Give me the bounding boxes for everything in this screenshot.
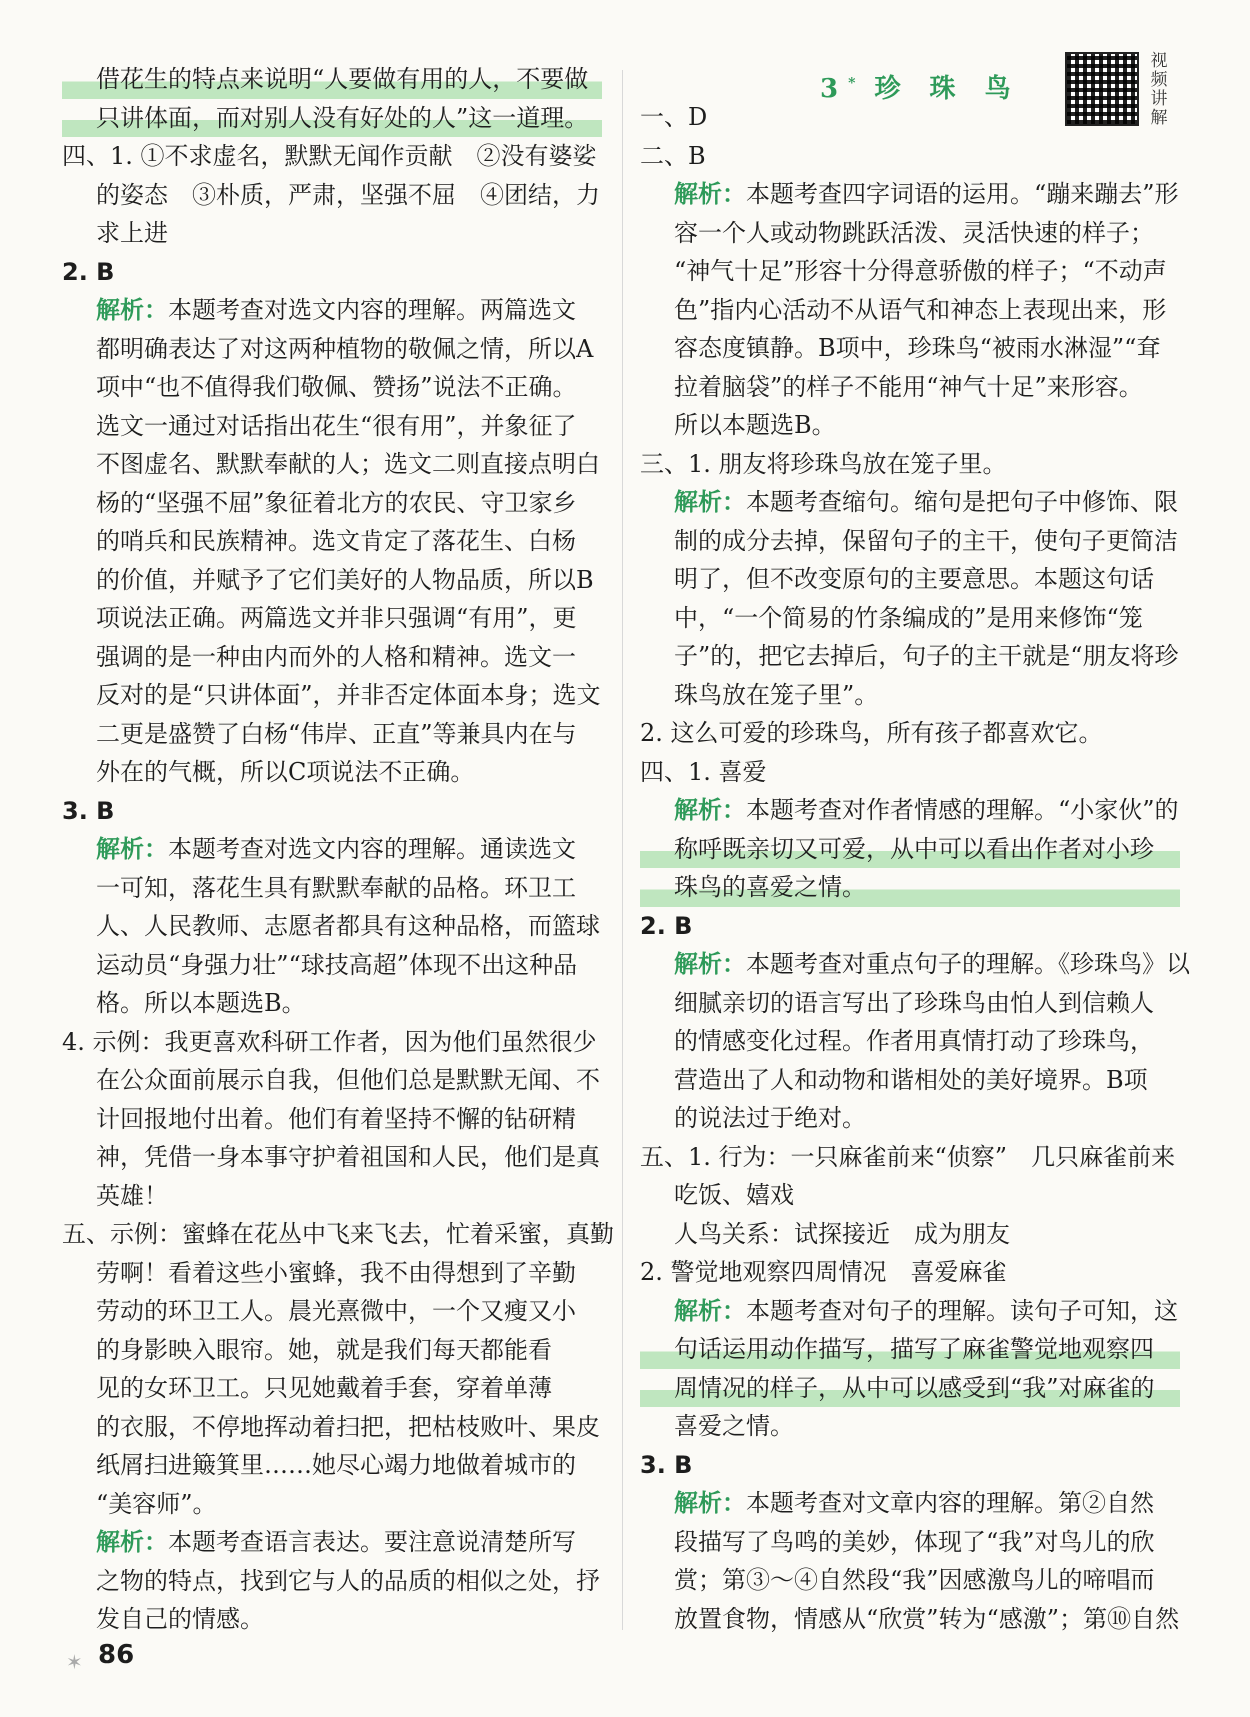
text-line: 人鸟关系：试探接近 成为朋友 (674, 1219, 1010, 1248)
text-line (62, 830, 602, 869)
qr-label: 视频讲解 (1150, 51, 1168, 128)
analysis-text: 本题考查对选文内容的理解。通读选文 (168, 835, 576, 863)
text-line: 珠鸟放在笼子里”。 (674, 680, 879, 709)
analysis-label: 解析： (674, 796, 746, 824)
text-line: 明了，但不改变原句的主要意思。本题这句话 (674, 565, 1154, 593)
text-line: 一、D (640, 103, 708, 131)
analysis-label: 解析： (96, 835, 168, 863)
analysis-label: 解析： (674, 180, 746, 208)
text-line: 二更是盛赞了白杨“伟岸、正直”等兼具内在与 (96, 719, 577, 748)
text-line: 都明确表达了对这两种植物的敬佩之情，所以A (96, 334, 594, 363)
text-line: 发自己的情感。 (96, 1605, 264, 1633)
text-line: “美容师”。 (96, 1489, 217, 1518)
text-line: 赏；第③～④自然段“我”因感激鸟儿的啼唱而 (674, 1566, 1155, 1594)
section-number: 3 (820, 74, 849, 104)
text-line: 的哨兵和民族精神。选文肯定了落花生、白杨 (96, 527, 576, 555)
text-line: 四、1. ①不求虚名，默默无闻作贡献 ②没有婆娑 (62, 142, 597, 170)
analysis-text: 本题考查对句子的理解。读句子可知，这 (746, 1296, 1178, 1325)
analysis-label: 解析： (674, 488, 746, 516)
text-line: 杨的“坚强不屈”象征着北方的农民、守卫家乡 (96, 488, 577, 517)
text-line: 见的女环卫工。只见她戴着手套，穿着单薄 (96, 1374, 552, 1402)
text-line: 五、1. 行为：一只麻雀前来“侦察” 几只麻雀前来 (640, 1142, 1176, 1171)
text-line: 神，凭借一身本事守护着祖国和人民，他们是真 (96, 1143, 600, 1171)
text-line (640, 175, 1180, 214)
text-line: 的姿态 ③朴质，严肃，坚强不屈 ④团结，力 (96, 180, 600, 209)
analysis-text: 本题考查缩句。缩句是把句子中修饰、限 (746, 488, 1178, 516)
analysis-text: 本题考查对文章内容的理解。第②自然 (746, 1489, 1154, 1517)
analysis-label: 解析： (96, 296, 168, 324)
text-line: 珠鸟的喜爱之情。 (640, 868, 1180, 907)
analysis-label: 解析： (96, 1528, 168, 1556)
star-icon: ✶ (66, 1650, 83, 1674)
text-line: 劳啊！看着这些小蜜蜂，我不由得想到了辛勤 (96, 1258, 576, 1287)
left-column (62, 60, 614, 1639)
text-line: 运动员“身强力壮”“球技高超”体现不出这种品 (96, 950, 578, 979)
text-line: 4. 示例：我更喜欢科研工作者，因为他们虽然很少 (62, 1027, 597, 1056)
right-column (640, 98, 1190, 1638)
text-line: 项中“也不值得我们敬佩、赞扬”说法不正确。 (96, 373, 577, 401)
text-line: 不图虚名、默默奉献的人；选文二则直接点明白 (96, 450, 600, 478)
text-line: 五、示例：蜜蜂在花丛中飞来飞去，忙着采蜜，真勤 (62, 1220, 614, 1248)
text-line: 3. B (62, 796, 115, 825)
text-line: 容态度镇静。B项中，珍珠鸟“被雨水淋湿”“耷 (674, 334, 1161, 362)
analysis-text: 本题考查对重点句子的理解。《珍珠鸟》以 (746, 950, 1190, 978)
analysis-text: 本题考查对选文内容的理解。两篇选文 (168, 296, 576, 324)
text-line: 选文一通过对话指出花生“很有用”，并象征了 (96, 411, 577, 440)
text-line: 色”指内心活动不从语气和神态上表现出来，形 (674, 295, 1167, 324)
text-line: 借花生的特点来说明“人要做有用的人，不要做 (62, 60, 602, 99)
text-line: 的价值，并赋予了它们美好的人物品质，所以B (96, 565, 594, 594)
text-line: 放置食物，情感从“欣赏”转为“感激”；第⑩自然 (674, 1604, 1180, 1633)
text-line: 吃饭、嬉戏 (674, 1181, 794, 1209)
section-title-text: 珍 珠 鸟 (874, 74, 1021, 104)
text-line: 的情感变化过程。作者用真情打动了珍珠鸟， (674, 1027, 1154, 1055)
text-line (62, 291, 602, 330)
text-line: 的说法过于绝对。 (674, 1104, 866, 1132)
text-line: 3. B (640, 1450, 693, 1479)
analysis-text: 本题考查对作者情感的理解。“小家伙”的 (746, 796, 1179, 824)
text-line: 格。所以本题选B。 (96, 989, 306, 1017)
text-line: 人、人民教师、志愿者都具有这种品格，而篮球 (96, 912, 600, 940)
text-line: 句话运用动作描写，描写了麻雀警觉地观察四 (640, 1330, 1180, 1369)
text-line: 强调的是一种由内而外的人格和精神。选文一 (96, 642, 576, 671)
text-line: 在公众面前展示自我，但他们总是默默无闻、不 (96, 1066, 600, 1094)
text-line: 拉着脑袋”的样子不能用“神气十足”来形容。 (674, 372, 1143, 401)
text-line: 劳动的环卫工人。晨光熹微中，一个又瘦又小 (96, 1297, 576, 1325)
analysis-label: 解析： (674, 1296, 746, 1325)
text-line: 周情况的样子，从中可以感受到“我”对麻雀的 (640, 1369, 1180, 1408)
text-line: 外在的气概，所以C项说法不正确。 (96, 758, 475, 786)
text-line: 之物的特点，找到它与人的品质的相似之处，抒 (96, 1566, 600, 1595)
text-line: 计回报地付出着。他们有着坚持不懈的钻研精 (96, 1104, 576, 1133)
analysis-text: 本题考查四字词语的运用。“蹦来蹦去”形 (746, 180, 1179, 208)
text-line: 制的成分去掉，保留句子的主干，使句子更简洁 (674, 526, 1178, 555)
text-line: 英雄！ (96, 1181, 168, 1210)
text-line: 容一个人或动物跳跃活泼、灵活快速的样子； (674, 218, 1154, 247)
text-line: 求上进 (96, 219, 168, 247)
text-line: 的衣服，不停地挥动着扫把，把枯枝败叶、果皮 (96, 1412, 600, 1441)
column-divider (622, 70, 623, 1630)
text-line: 反对的是“只讲体面”，并非否定体面本身；选文 (96, 681, 601, 709)
section-mark: * (848, 75, 856, 92)
text-line: 项说法正确。两篇选文并非只强调“有用”，更 (96, 604, 577, 632)
text-line: 2. 这么可爱的珍珠鸟，所有孩子都喜欢它。 (640, 719, 1103, 747)
text-line: 所以本题选B。 (674, 411, 836, 439)
text-line: 四、1. 喜爱 (640, 757, 767, 786)
text-line: 细腻亲切的语言写出了珍珠鸟由怕人到信赖人 (674, 988, 1154, 1017)
analysis-text: 本题考查语言表达。要注意说清楚所写 (168, 1528, 576, 1556)
text-line: 喜爱之情。 (674, 1412, 794, 1440)
text-line: “神气十足”形容十分得意骄傲的样子；“不动声 (674, 257, 1167, 285)
text-line (640, 945, 1190, 984)
text-line: 2. B (640, 911, 693, 940)
text-line (640, 1292, 1180, 1331)
text-line: 二、B (640, 141, 706, 170)
text-line: 只讲体面，而对别人没有好处的人”这一道理。 (62, 99, 602, 138)
analysis-label: 解析： (674, 1489, 746, 1517)
text-line: 中，“一个简易的竹条编成的”是用来修饰“笼 (674, 603, 1143, 632)
text-line: 的身影映入眼帘。她，就是我们每天都能看 (96, 1335, 552, 1364)
text-line (640, 791, 1180, 830)
text-line (62, 1523, 602, 1562)
text-line: 纸屑扫进簸箕里……她尽心竭力地做着城市的 (96, 1451, 576, 1479)
text-line: 段描写了鸟鸣的美妙，体现了“我”对鸟儿的欣 (674, 1527, 1155, 1556)
text-line (640, 1484, 1180, 1523)
text-line: 2. 警觉地观察四周情况 喜爱麻雀 (640, 1258, 1007, 1286)
text-line: 一可知，落花生具有默默奉献的品格。环卫工 (96, 873, 576, 902)
text-line: 2. B (62, 257, 115, 286)
text-line: 称呼既亲切又可爱，从中可以看出作者对小珍 (640, 830, 1180, 869)
text-line: 子”的，把它去掉后，句子的主干就是“朋友将珍 (674, 642, 1179, 670)
text-line (640, 483, 1180, 522)
text-line: 三、1. 朋友将珍珠鸟放在笼子里。 (640, 449, 1007, 478)
text-line: 营造出了人和动物和谐相处的美好境界。B项 (674, 1065, 1148, 1094)
analysis-label: 解析： (674, 950, 746, 978)
page-number: 86 (98, 1640, 135, 1670)
